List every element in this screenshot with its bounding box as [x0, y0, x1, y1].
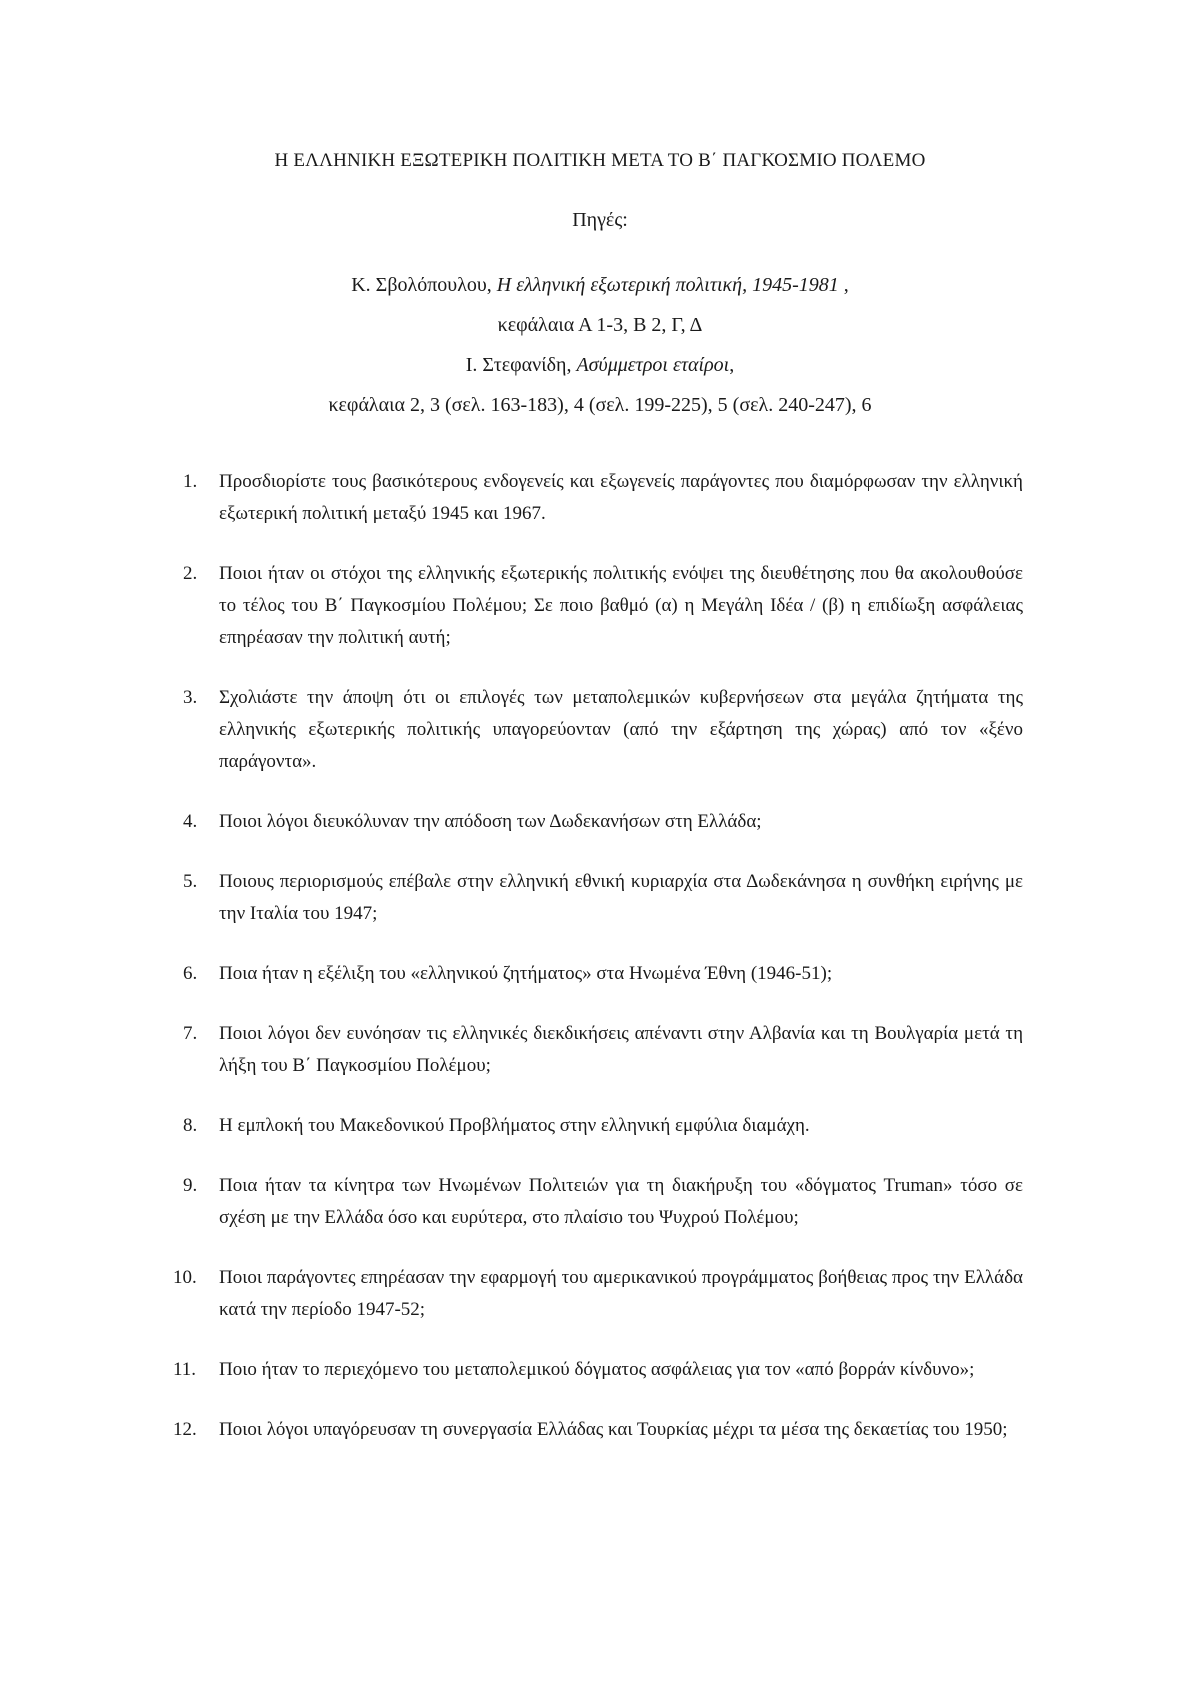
question-text: Ποιοι ήταν οι στόχοι της ελληνικής εξωτερικής πολιτικής ενόψει της διευθέτησης που θα ακολουθούσε το τέλος του Β΄ Παγκοσμίου Πολέμου; Σε ποιο βαθμό (α) η Μεγάλη Ιδέα / (β) η επιδίωξη ασφάλειας επηρέασαν την πολιτική αυτή; [219, 563, 1023, 648]
question-item [183, 466, 1023, 530]
question-item [173, 1354, 1023, 1386]
sources-label: Πηγές: [572, 209, 628, 231]
question-text: Ποιο ήταν το περιεχόμενο του μεταπολεμικού δόγματος ασφάλειας για τον «από βορράν κίνδυνο»; [219, 1359, 975, 1380]
question-number: 9. [183, 1175, 198, 1196]
question-item [183, 1170, 1023, 1234]
question-number: 12. [173, 1419, 197, 1440]
question-item [183, 682, 1023, 778]
question-text: Προσδιορίστε τους βασικότερους ενδογενείς και εξωγενείς παράγοντες που διαμόρφωσαν την ελληνική εξωτερική πολιτική μεταξύ 1945 και 1967. [219, 471, 1023, 524]
question-number: 8. [183, 1115, 198, 1136]
source-line-2 [0, 305, 1200, 345]
question-number: 2. [183, 563, 198, 584]
question-number: 6. [183, 963, 198, 984]
question-item [183, 866, 1023, 930]
question-item [183, 806, 1023, 838]
question-text: Ποιοι λόγοι δεν ευνόησαν τις ελληνικές διεκδικήσεις απέναντι στην Αλβανία και τη Βουλγαρία μετά τη λήξη του Β΄ Παγκοσμίου Πολέμου; [219, 1023, 1023, 1076]
source-line-1 [0, 265, 1200, 305]
source-trail-1: , [838, 274, 849, 296]
source-author-3: Ι. Στεφανίδη, [465, 354, 577, 376]
question-text: Ποια ήταν η εξέλιξη του «ελληνικού ζητήματος» στα Ηνωμένα Έθνη (1946-51); [219, 963, 833, 984]
source-work-1: Η ελληνική εξωτερική πολιτική, 1945-1981 [496, 274, 839, 296]
source-work-3: Ασύμμετροι εταίροι [576, 354, 730, 376]
question-number: 4. [183, 811, 198, 832]
source-author-4: κεφάλαια 2, 3 (σελ. 163-183), 4 (σελ. 199-225), 5 (σελ. 240-247), 6 [328, 394, 872, 416]
question-item [183, 958, 1023, 990]
source-author-2: κεφάλαια Α 1-3, Β 2, Γ, Δ [497, 314, 703, 336]
question-number: 1. [183, 471, 198, 492]
question-text: Σχολιάστε την άποψη ότι οι επιλογές των μεταπολεμικών κυβερνήσεων στα μεγάλα ζητήματα της ελληνικής εξωτερικής πολιτικής υπαγορεύονταν (από την εξάρτηση της χώρας) από τον «ξένο παράγοντα». [219, 687, 1023, 772]
questions-list [173, 466, 1023, 1446]
question-number: 3. [183, 687, 198, 708]
question-item [173, 1262, 1023, 1326]
sources-block [0, 265, 1200, 425]
question-item [183, 1110, 1023, 1142]
source-author-1: Κ. Σβολόπουλου, [351, 274, 497, 296]
question-text: Ποια ήταν τα κίνητρα των Ηνωμένων Πολιτειών για τη διακήρυξη του «δόγματος Truman» τόσο σε σχέση με την Ελλάδα όσο και ευρύτερα, στο πλαίσιο του Ψυχρού Πολέμου; [219, 1175, 1023, 1228]
question-number: 7. [183, 1023, 198, 1044]
question-text: Η εμπλοκή του Μακεδονικού Προβλήματος στην ελληνική εμφύλια διαμάχη. [219, 1115, 810, 1136]
question-item [183, 1018, 1023, 1082]
question-text: Ποιοι λόγοι υπαγόρευσαν τη συνεργασία Ελλάδας και Τουρκίας μέχρι τα μέσα της δεκαετίας του 1950; [219, 1419, 1008, 1440]
question-item [173, 1414, 1023, 1446]
question-number: 11. [173, 1359, 197, 1380]
question-item [183, 558, 1023, 654]
question-text: Ποιους περιορισμούς επέβαλε στην ελληνική εθνική κυριαρχία στα Δωδεκάνησα η συνθήκη ειρήνης με την Ιταλία του 1947; [219, 871, 1023, 924]
question-number: 10. [173, 1267, 197, 1288]
question-number: 5. [183, 871, 198, 892]
source-line-4 [0, 385, 1200, 425]
question-text: Ποιοι παράγοντες επηρέασαν την εφαρμογή του αμερικανικού προγράμματος βοήθειας προς την Ελλάδα κατά την περίοδο 1947-52; [219, 1267, 1023, 1320]
document-title: Η ΕΛΛΗΝΙΚΗ ΕΞΩΤΕΡΙΚΗ ΠΟΛΙΤΙΚΗ ΜΕΤΑ ΤΟ Β΄ ΠΑΓΚΟΣΜΙΟ ΠΟΛΕΜΟ [274, 150, 926, 171]
source-line-3 [0, 345, 1200, 385]
source-trail-3: , [729, 354, 735, 376]
question-text: Ποιοι λόγοι διευκόλυναν την απόδοση των Δωδεκανήσων στη Ελλάδα; [219, 811, 762, 832]
